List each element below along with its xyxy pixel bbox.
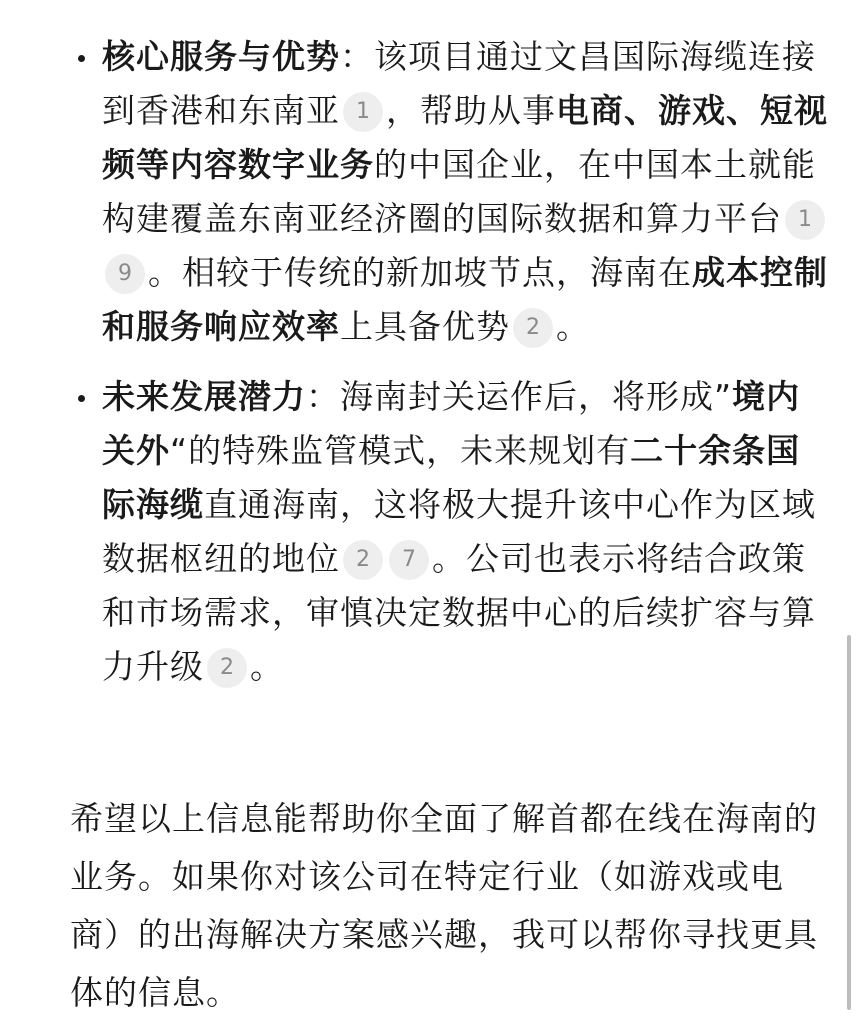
citation-badge[interactable]: 2 <box>207 648 247 688</box>
bullet-item <box>70 30 830 354</box>
bold-text: 二十余条国际海缆 <box>102 431 801 524</box>
text-segment: 。 <box>556 307 590 346</box>
bold-text: 未来发展潜力 <box>102 377 306 416</box>
text-segment: “的特殊监管模式，未来规划有 <box>170 431 631 470</box>
text-segment: 上具备优势 <box>340 307 510 346</box>
text-segment: 的中国企业，在中国本土就能构建覆盖东南亚经济圈的国际数据和算力平台 <box>102 145 816 238</box>
bullet-dot-icon <box>78 55 85 62</box>
text-segment: 直通海南，这将极大提升该中心作为区域数据枢纽的地位 <box>102 485 816 578</box>
bold-text: 电商、游戏、短视频等内容数字业务 <box>102 91 828 184</box>
bold-text: 成本控制和服务响应效率 <box>102 253 828 346</box>
text-segment: 。 <box>250 647 284 686</box>
citation-badge[interactable]: 2 <box>513 308 553 348</box>
text-segment: 。相较于传统的新加坡节点，海南在 <box>148 253 692 292</box>
bold-text: 核心服务与优势 <box>102 37 340 76</box>
text-segment: ：海南封关运作后，将形成” <box>306 377 733 416</box>
bold-text: 境内关外 <box>102 377 801 470</box>
citation-badge[interactable]: 9 <box>105 254 145 294</box>
bullet-list <box>70 30 830 710</box>
text-segment: ，帮助从事 <box>386 91 556 130</box>
scrollbar[interactable] <box>847 635 851 1010</box>
citation-badge[interactable]: 7 <box>389 540 429 580</box>
text-segment: ：该项目通过文昌国际海缆连接到香港和东南亚 <box>102 37 816 130</box>
bullet-dot-icon <box>78 395 85 402</box>
citation-badge[interactable]: 1 <box>343 92 383 132</box>
bullet-item <box>70 370 830 694</box>
text-segment: 。公司也表示将结合政策和市场需求，审慎决定数据中心的后续扩容与算力升级 <box>102 539 816 686</box>
citation-badge[interactable]: 2 <box>343 540 383 580</box>
summary-paragraph: 希望以上信息能帮助你全面了解首都在线在海南的业务。如果你对该公司在特定行业（如游戏或电商）的出海解决方案感兴趣，我可以帮你寻找更具体的信息。 <box>70 799 818 1012</box>
citation-badge[interactable]: 1 <box>785 200 825 240</box>
